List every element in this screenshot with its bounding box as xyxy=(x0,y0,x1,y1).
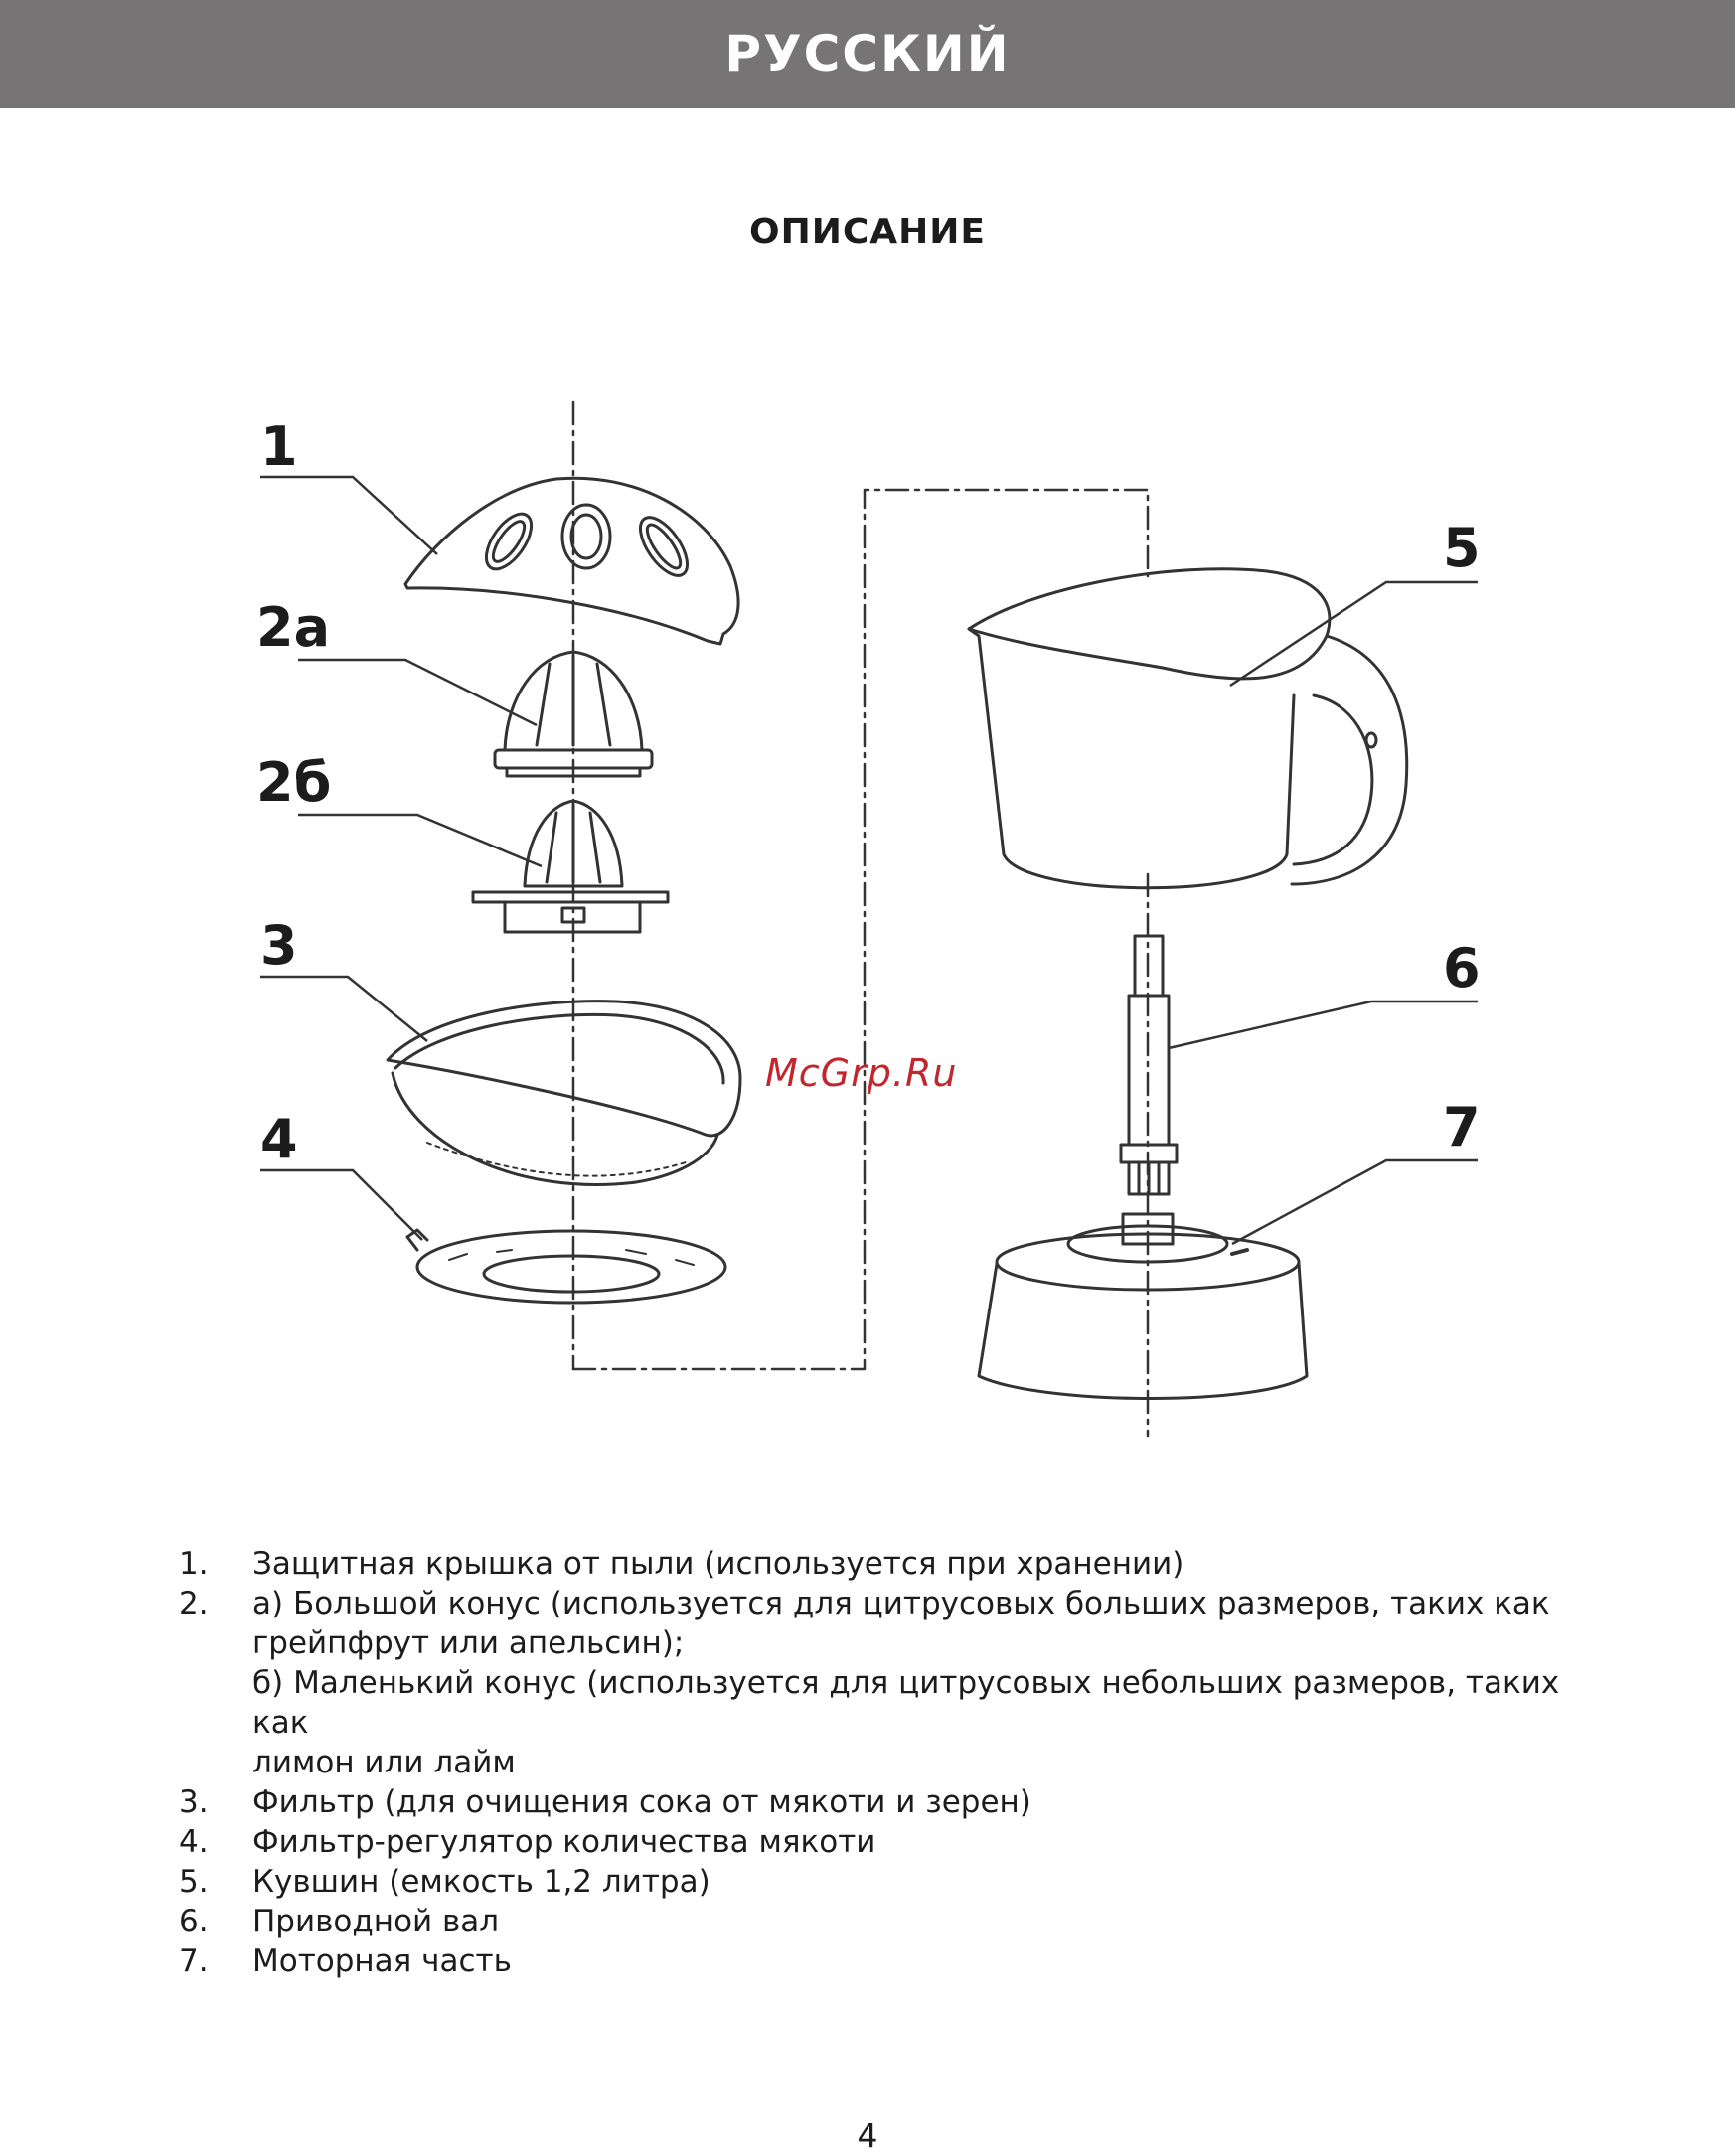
page-number: 4 xyxy=(857,2116,878,2155)
legend-item xyxy=(179,1544,1590,1584)
small-cone-icon xyxy=(473,801,668,932)
callout-5: 5 xyxy=(1443,517,1481,579)
callout-2a: 2a xyxy=(256,596,331,659)
legend-item-text: а) Большой конус (используется для цитрусовых больших размеров, таких как xyxy=(252,1586,1550,1621)
filter-icon xyxy=(388,1001,740,1185)
legend-item-text: б) Маленький конус (используется для цитрусовых небольших размеров, таких как xyxy=(252,1665,1560,1741)
legend-item xyxy=(179,1584,1590,1782)
legend-item xyxy=(179,1822,1590,1862)
large-cone-icon xyxy=(495,652,652,776)
dust-cover-icon xyxy=(405,478,738,644)
parts-legend xyxy=(179,1544,1590,1981)
legend-item xyxy=(179,1941,1590,1981)
pulp-regulator-icon xyxy=(407,1230,725,1303)
legend-item-number: 5. xyxy=(179,1864,209,1900)
jug-icon xyxy=(969,569,1407,888)
callout-leaders xyxy=(260,477,1478,1244)
legend-item-number: 6. xyxy=(179,1904,209,1939)
callout-7: 7 xyxy=(1443,1096,1481,1158)
legend-item-text: Фильтр-регулятор количества мякоти xyxy=(252,1824,876,1860)
legend-item-text: Кувшин (емкость 1,2 литра) xyxy=(252,1864,710,1900)
legend-item-number: 4. xyxy=(179,1824,209,1860)
section-title: ОПИСАНИЕ xyxy=(749,212,986,252)
callout-1: 1 xyxy=(260,415,298,478)
motor-base-icon xyxy=(979,1214,1307,1399)
legend-item xyxy=(179,1782,1590,1822)
legend-item-number: 7. xyxy=(179,1943,209,1979)
callout-4: 4 xyxy=(260,1108,298,1170)
legend-item-number: 3. xyxy=(179,1784,209,1820)
legend-item-text: Моторная часть xyxy=(252,1943,512,1979)
callout-6: 6 xyxy=(1443,937,1481,1000)
legend-item-text: Защитная крышка от пыли (используется при хранении) xyxy=(252,1546,1184,1582)
legend-item-text: грейпфрут или апельсин); xyxy=(252,1625,685,1661)
legend-item xyxy=(179,1862,1590,1902)
legend-item-text: лимон или лайм xyxy=(252,1745,516,1780)
legend-item-text: Фильтр (для очищения сока от мякоти и зерен) xyxy=(252,1784,1031,1820)
callout-2b: 2б xyxy=(256,751,332,814)
exploded-diagram xyxy=(0,378,1735,1500)
legend-item-number: 2. xyxy=(179,1586,209,1621)
legend-item-text: Приводной вал xyxy=(252,1904,500,1939)
watermark: McGrp.Ru xyxy=(765,1051,958,1095)
language-header: РУССКИЙ xyxy=(724,25,1011,82)
callout-3: 3 xyxy=(260,914,298,977)
legend-item-number: 1. xyxy=(179,1546,209,1582)
legend-item xyxy=(179,1902,1590,1941)
